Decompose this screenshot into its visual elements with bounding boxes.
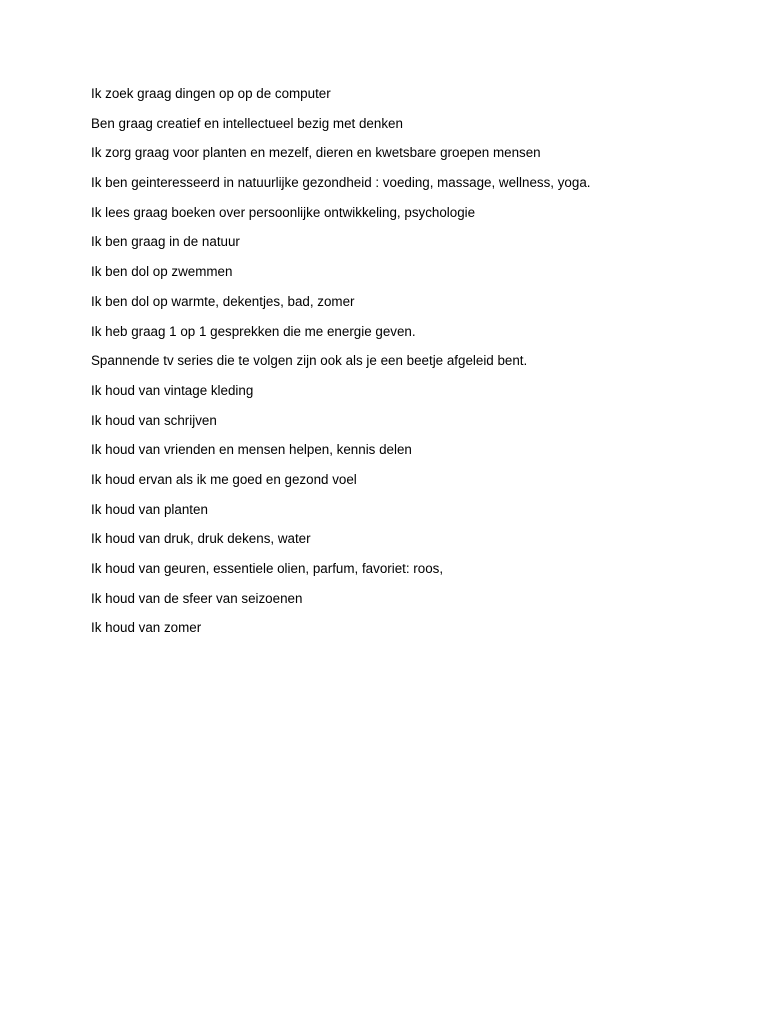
text-line: Ik lees graag boeken over persoonlijke ontwikkeling, psychologie (91, 204, 476, 220)
text-line: Ik houd van schrijven (91, 412, 217, 428)
text-line: Ben graag creatief en intellectueel bezig met denken (91, 115, 403, 131)
text-line: Ik houd ervan als ik me goed en gezond voel (91, 471, 357, 487)
text-line: Ik heb graag 1 op 1 gesprekken die me energie geven. (91, 323, 416, 339)
text-line: Ik houd van vintage kleding (91, 382, 254, 398)
text-line: Ik houd van geuren, essentiele olien, parfum, favoriet: roos, (91, 561, 444, 576)
text-line: Ik houd van zomer (91, 620, 202, 636)
text-line: Ik houd van de sfeer van seizoenen (91, 590, 303, 606)
text-line: Ik houd van planten (91, 501, 208, 517)
text-line: Ik ben geinteresseerd in natuurlijke gezondheid : voeding, massage, wellness, yoga. (91, 175, 591, 191)
text-line: Ik zorg graag voor planten en mezelf, dieren en kwetsbare groepen mensen (91, 145, 541, 161)
text-line: Ik ben dol op warmte, dekentjes, bad, zomer (91, 293, 355, 309)
text-line: Ik ben dol op zwemmen (91, 264, 233, 280)
text-line: Ik houd van druk, druk dekens, water (91, 531, 311, 547)
text-line: Ik ben graag in de natuur (91, 234, 240, 250)
text-lines (91, 84, 731, 648)
text-line: Ik zoek graag dingen op op de computer (91, 86, 331, 101)
text-line: Spannende tv series die te volgen zijn ook als je een beetje afgeleid bent. (91, 353, 528, 369)
text-line: Ik houd van vrienden en mensen helpen, kennis delen (91, 442, 412, 458)
